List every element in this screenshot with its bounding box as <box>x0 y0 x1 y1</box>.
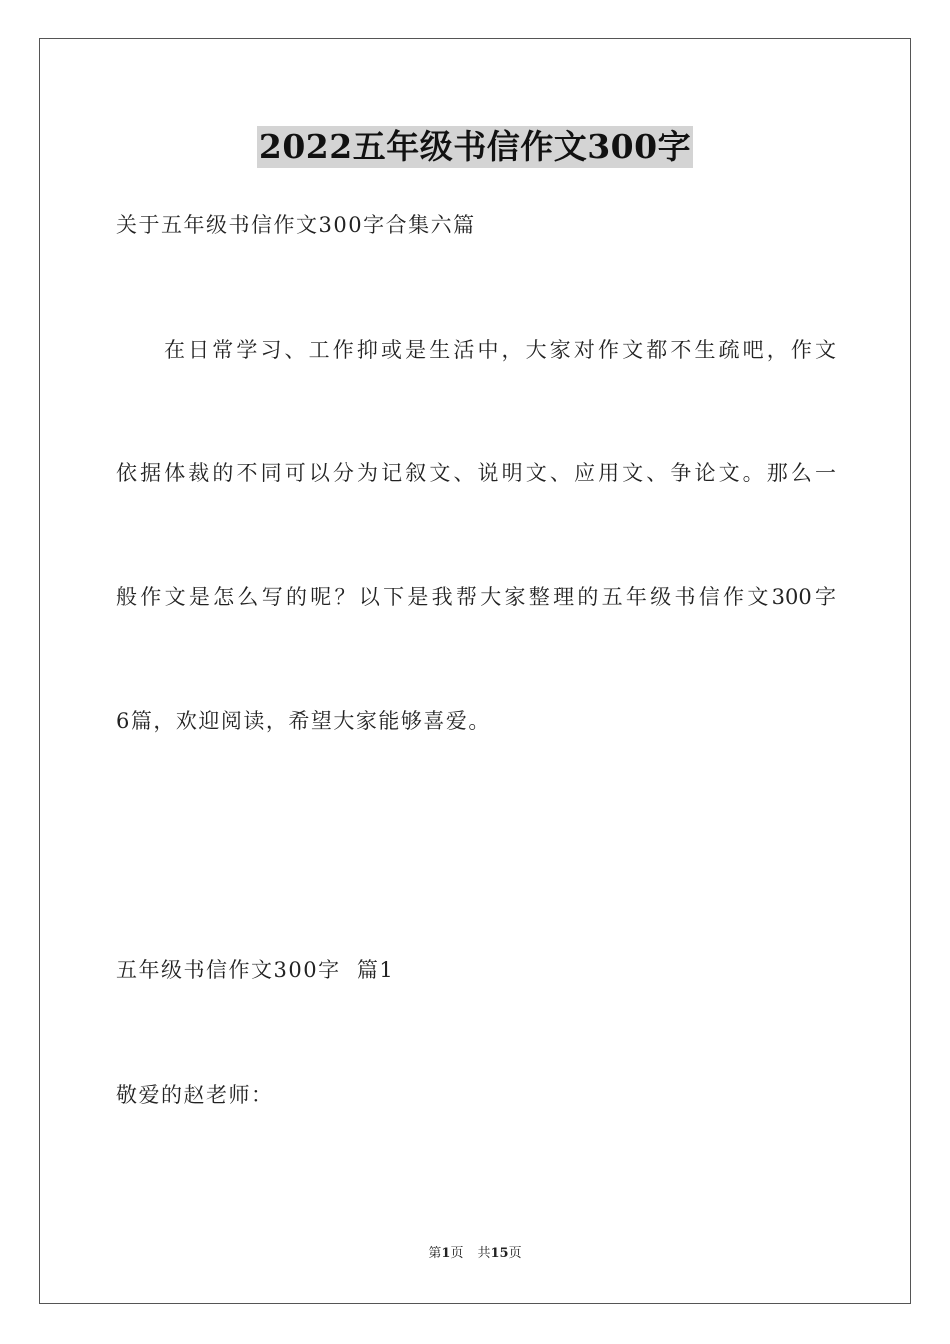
salutation: 敬爱的赵老师： <box>116 1083 274 1107</box>
intro-line-4: 6篇，欢迎阅读，希望大家能够喜爱。 <box>116 709 491 733</box>
footer-total-pages: 15 <box>490 1246 509 1261</box>
intro-line-2: 依据体裁的不同可以分为记叙文、说明文、应用文、争论文。那么一 <box>116 461 836 485</box>
footer-page-number: 1 <box>441 1246 451 1261</box>
document-title: 2022五年级书信作文300字 <box>258 127 692 166</box>
intro-line-3: 般作文是怎么写的呢？以下是我帮大家整理的五年级书信作文300字 <box>116 585 836 609</box>
footer-page-prefix: 第 <box>428 1246 442 1261</box>
footer-page-suffix: 页 <box>450 1246 464 1261</box>
intro-line-1: 在日常学习、工作抑或是生活中，大家对作文都不生疏吧，作文 <box>164 338 836 362</box>
footer-total-suffix: 页 <box>508 1246 522 1261</box>
document-subtitle: 关于五年级书信作文300字合集六篇 <box>116 213 476 237</box>
section-heading: 五年级书信作文300字 篇1 <box>116 958 395 982</box>
title-container <box>0 126 950 168</box>
footer-total-prefix: 共 <box>477 1246 491 1261</box>
page-footer <box>0 1244 950 1264</box>
